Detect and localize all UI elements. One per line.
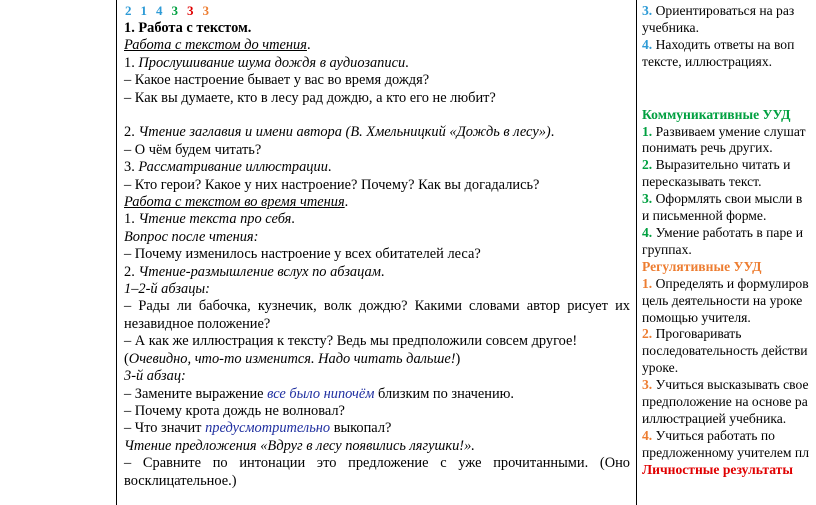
question-line: – Рады ли бабочка, кузнечик, волк дождю? Какими словами автор рисует их незавидное положение? [124, 298, 630, 332]
paragraph-label: 3-й абзац: [124, 368, 186, 385]
item-text: Чтение-размышление вслух по абзацам [138, 263, 381, 280]
uud-number: 3. [642, 191, 653, 207]
uud-text [642, 3, 816, 479]
uud-text: Умение работать в паре и [652, 224, 803, 240]
item-line [124, 264, 630, 281]
uud-number: 2. [642, 157, 653, 173]
task-number: 1 [140, 3, 147, 18]
teacher-activity-column [119, 0, 635, 505]
subheading-before-reading [124, 37, 630, 54]
question-line: – О чём будем читать? [124, 141, 262, 158]
uud-number: 3. [642, 3, 653, 18]
item-text: Чтение заглавия и имени автора (В. Хмельницкий «Дождь в лесу») [138, 124, 551, 141]
dot: . [405, 54, 409, 71]
uud-text: Определять и формулиров [652, 275, 809, 291]
uud-column [639, 0, 816, 505]
item-line [124, 55, 630, 72]
paragraph-label: 1–2-й абзацы: [124, 281, 210, 298]
task-number: 3 [187, 3, 194, 18]
subheading-text: Работа с текстом во время чтения [124, 194, 345, 211]
task-number: 3 [171, 3, 178, 18]
item-number: 2. [124, 263, 139, 280]
text: – Что значит [124, 420, 206, 437]
uud-line: группах. [642, 241, 692, 257]
dot: . [550, 124, 555, 141]
question-line: – А как же иллюстрация к тексту? Ведь мы предположили совсем другое! [124, 333, 578, 350]
question-line: – Сравните по интонации это предложение с уже прочитанными. (Оно восклицательное.) [124, 455, 630, 489]
uud-line: последовательность действи [642, 343, 808, 359]
uud-line [642, 157, 816, 174]
heading-communicative: Коммуникативные УУД [642, 106, 791, 122]
uud-number: 2. [642, 326, 653, 342]
question-line: – Какое настроение бывает у вас во время дождя? [124, 72, 430, 89]
uud-number: 1. [642, 275, 653, 291]
uud-line [642, 3, 816, 20]
item-line [124, 124, 630, 141]
uud-line [642, 37, 816, 54]
uud-line [642, 225, 816, 242]
task-number: 3 [202, 3, 209, 18]
uud-line [642, 124, 816, 141]
uud-line: тексте, иллюстрациях. [642, 53, 773, 69]
item-number: 1. [124, 54, 139, 71]
item-number: 3. [124, 159, 139, 176]
text: выкопал? [330, 420, 392, 437]
uud-number: 4. [642, 224, 653, 240]
uud-line [642, 428, 816, 445]
uud-line: понимать речь других. [642, 140, 773, 156]
item-text: Прослушивание шума дождя в аудиозаписи [138, 54, 406, 71]
uud-line: учебника. [642, 19, 699, 35]
task-number: 4 [156, 3, 163, 18]
uud-line: уроке. [642, 360, 679, 376]
subheading-text: Работа с текстом до чтения [124, 37, 307, 54]
uud-number: 1. [642, 123, 653, 139]
question-line: – Кто герои? Какое у них настроение? Почему? Как вы догадались? [124, 176, 540, 193]
item-text: Чтение текста про себя [138, 211, 292, 228]
question-line: – Почему крота дождь не волновал? [124, 402, 345, 419]
uud-line [642, 377, 816, 394]
uud-line [642, 276, 816, 293]
uud-text: Ориентироваться на раз [652, 3, 795, 18]
task-numbers [125, 3, 218, 19]
column-divider-1 [116, 0, 117, 505]
heading-regulative: Регулятивные УУД [642, 258, 762, 274]
answer-line [124, 351, 630, 368]
item-line [124, 211, 630, 228]
item-text: Рассматривание иллюстрации [138, 159, 328, 176]
activity-text [124, 20, 630, 490]
dot: . [327, 159, 332, 176]
dot: . [291, 211, 295, 228]
uud-number: 3. [642, 377, 653, 393]
text: – Замените выражение [124, 385, 268, 402]
highlighted-word: предусмотрительно [205, 420, 331, 437]
answer-text: Очевидно, что-то изменится. Надо читать дальше! [128, 350, 456, 367]
paren: ( [124, 350, 129, 367]
reading-sentence: Чтение предложения «Вдруг в лесу появились лягушки!». [124, 437, 475, 454]
item-number: 2. [124, 124, 139, 141]
text: близким по значению. [374, 385, 514, 402]
heading-personal: Личностные результаты [642, 461, 793, 477]
column-divider-2 [636, 0, 637, 505]
dot: . [380, 263, 385, 280]
uud-line: предположение на основе ра [642, 394, 808, 410]
question-label: Вопрос после чтения: [124, 228, 259, 245]
uud-line: и письменной форме. [642, 208, 767, 224]
uud-text: Находить ответы на воп [652, 36, 795, 52]
item-number: 1. [124, 211, 139, 228]
uud-text: Выразительно читать и [652, 157, 791, 173]
question-line [124, 386, 630, 403]
uud-text: Развиваем умение слушат [652, 123, 806, 139]
task-number: 2 [125, 3, 132, 18]
question-line: – Как вы думаете, кто в лесу рад дождю, а кто его не любит? [124, 89, 496, 106]
uud-line [642, 326, 816, 343]
subheading-during-reading [124, 194, 630, 211]
uud-text: Учиться высказывать свое [652, 377, 809, 393]
question-line [124, 420, 630, 437]
item-line [124, 159, 630, 176]
uud-number: 4. [642, 36, 653, 52]
uud-number: 4. [642, 427, 653, 443]
dot: . [306, 37, 311, 54]
paren: ) [455, 350, 461, 367]
uud-line: цель деятельности на уроке [642, 292, 803, 308]
uud-text: Учиться работать по [652, 427, 775, 443]
dot: . [344, 194, 349, 211]
uud-line [642, 191, 816, 208]
uud-line: помощью учителя. [642, 309, 751, 325]
highlighted-phrase: все было нипочём [267, 385, 375, 402]
uud-text: Оформлять свои мысли в [652, 191, 803, 207]
uud-text: Проговаривать [652, 326, 742, 342]
uud-line: иллюстрацией учебника. [642, 410, 787, 426]
section-heading: 1. Работа с текстом. [124, 20, 252, 36]
uud-line: предложенному учителем пл [642, 444, 809, 460]
uud-line: пересказывать текст. [642, 174, 762, 190]
question-line: – Почему изменилось настроение у всех обитателей леса? [124, 246, 481, 263]
